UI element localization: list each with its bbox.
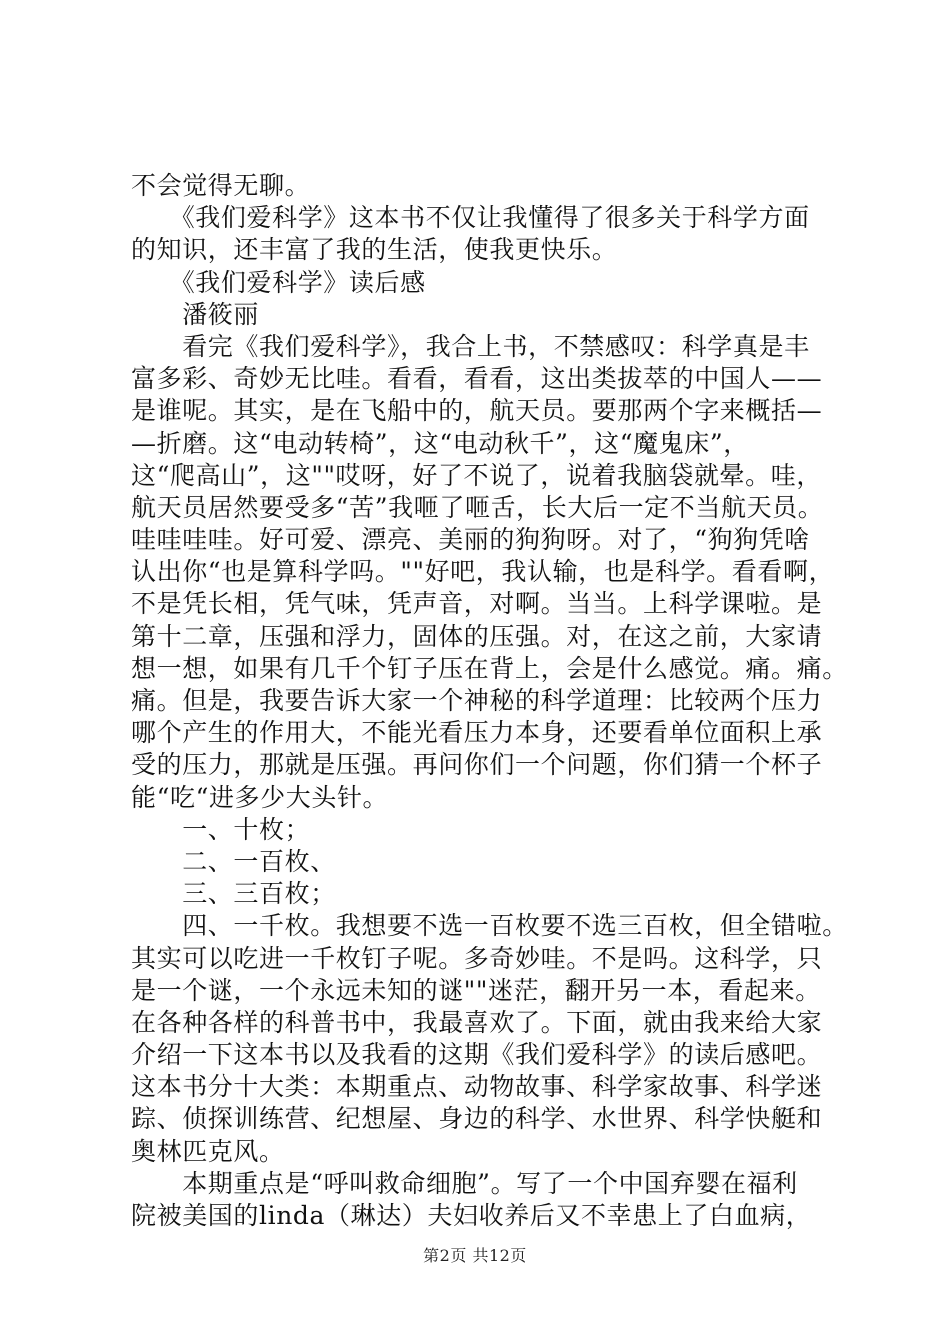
text-line: 《我们爱科学》这本书不仅让我懂得了很多关于科学方面 xyxy=(131,203,810,233)
text-line: 三、三百枚； xyxy=(131,879,336,909)
text-line: 的知识，还丰富了我的生活，使我更快乐。 xyxy=(131,235,618,265)
text-line: 不是凭长相，凭气味，凭声音，对啊。当当。上科学课啦。是 xyxy=(131,589,823,619)
text-line: 潘筱丽 xyxy=(131,299,260,329)
text-line: 能“吃“进多少大头针。 xyxy=(131,782,389,812)
text-line: 《我们爱科学》读后感 xyxy=(131,267,426,297)
text-line: 受的压力，那就是压强。再问你们一个问题，你们猜一个杯子 xyxy=(131,750,823,780)
text-line: 这本书分十大类：本期重点、动物故事、科学家故事、科学迷 xyxy=(131,1072,823,1102)
text-line: 一、十枚； xyxy=(131,814,311,844)
text-line: 富多彩、奇妙无比哇。看看，看看，这出类拔萃的中国人—— xyxy=(131,364,823,394)
text-line: 想一想，如果有几千个钉子压在背上，会是什么感觉。痛。痛。 xyxy=(131,653,848,683)
text-line: 第十二章，压强和浮力，固体的压强。对，在这之前，大家请 xyxy=(131,621,823,651)
text-line: 四、一千枚。我想要不选一百枚要不选三百枚，但全错啦。 xyxy=(131,911,848,941)
text-line: 看完《我们爱科学》，我合上书，不禁感叹：科学真是丰 xyxy=(131,331,810,361)
page-footer: 第2页 共12页 xyxy=(423,1246,527,1265)
text-line: 介绍一下这本书以及我看的这期《我们爱科学》的读后感吧。 xyxy=(131,1040,823,1070)
text-line: 痛。但是，我要告诉大家一个神秘的科学道理：比较两个压力 xyxy=(131,686,823,715)
text-line: 踪、侦探训练营、纪想屋、身边的科学、水世界、科学快艇和 xyxy=(131,1104,823,1134)
text-line: 哇哇哇哇。好可爱、漂亮、美丽的狗狗呀。对了，“狗狗凭啥 xyxy=(131,525,810,555)
text-line: 在各种各样的科普书中，我最喜欢了。下面，就由我来给大家 xyxy=(131,1007,823,1037)
text-line: 是谁呢。其实，是在飞船中的，航天员。要那两个字来概括— xyxy=(131,396,823,426)
text-line: 其实可以吃进一千枚钉子呢。多奇妙哇。不是吗。这科学，只 xyxy=(131,943,823,973)
document-body xyxy=(131,170,848,1232)
text-line: 不会觉得无聊。 xyxy=(131,171,311,200)
text-line: 认出你“也是算科学吗。""好吧，我认输，也是科学。看看啊， xyxy=(131,557,835,587)
text-line: 航天员居然要受多“苦”我咂了咂舌，长大后一定不当航天员。 xyxy=(131,492,824,522)
text-line: 哪个产生的作用大，不能光看压力本身，还要看单位面积上承 xyxy=(131,718,823,748)
text-line: 奥林匹克风。 xyxy=(131,1136,285,1166)
text-line: 是一个谜，一个永远未知的谜""迷茫，翻开另一本，看起来。 xyxy=(131,975,821,1005)
text-line: 院被美国的linda（琳达）夫妇收养后又不幸患上了白血病， xyxy=(131,1201,812,1230)
text-line: 这“爬高山”，这""哎呀，好了不说了，说着我脑袋就晕。哇， xyxy=(131,460,822,490)
text-line: 本期重点是“呼叫救命细胞”。写了一个中国弃婴在福利 xyxy=(131,1168,798,1198)
text-line: 二、一百枚、 xyxy=(131,846,336,876)
text-line: —折磨。这“电动转椅”，这“电动秋千”，这“魔鬼床”， xyxy=(131,428,749,458)
